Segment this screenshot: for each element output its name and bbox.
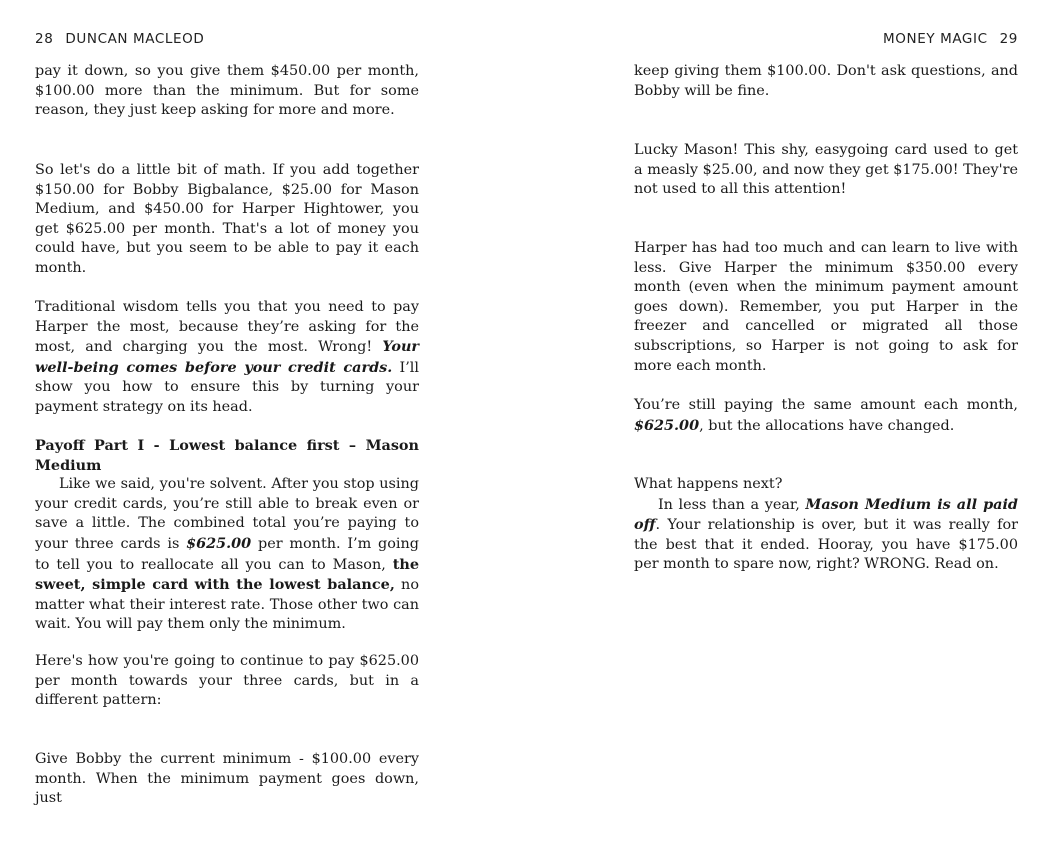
left-p3-emphasis: Your well-being comes before your credit cards. xyxy=(35,338,419,376)
right-p5-emphasis: Mason Medium is all paid off xyxy=(634,495,1018,534)
left-p4-text-middle: per month. I’m going to tell you to reallocate all you can to Mason, xyxy=(35,535,419,573)
left-p4-text-before: Like we said, you're solvent. After you stop using your credit cards, you’re still able to break even or save a little. The combined total you’re paying to your three cards is xyxy=(35,476,419,552)
right-p4-text-before: You’re still paying the same amount each month, xyxy=(634,397,1018,413)
left-page-number: 28 xyxy=(35,31,54,47)
left-p3-text-before: Traditional wisdom tells you that you need to pay Harper the most, because they’re asking for the most, and charging you the most. Wrong! xyxy=(35,299,419,356)
left-p4-bold-phrase: the sweet, simple card with the lowest balance, xyxy=(35,555,419,594)
right-p4-amount: $625.00 xyxy=(634,416,700,434)
right-paragraph-4 xyxy=(634,396,1018,436)
right-page-number: 29 xyxy=(999,31,1018,47)
right-paragraph-5 xyxy=(634,475,1018,575)
left-paragraph-4 xyxy=(35,436,419,635)
section-heading-payoff-part-1: Payoff Part I - Lowest balance first – Mason Medium xyxy=(35,437,419,474)
left-running-header xyxy=(35,31,204,47)
left-paragraph-6: Give Bobby the current minimum - $100.00 every month. When the minimum payment goes down, just xyxy=(35,751,419,807)
right-p5-heading: What happens next? xyxy=(634,476,783,492)
right-paragraph-2: Lucky Mason! This shy, easygoing card used to get a measly $25.00, and now they get $175.00! They're not used to all this attention! xyxy=(634,142,1018,198)
left-paragraph-1: pay it down, so you give them $450.00 per month, $100.00 more than the minimum. But for some reason, they just keep asking for more and more. xyxy=(35,63,419,119)
left-running-title: DUNCAN MACLEOD xyxy=(65,31,205,47)
left-paragraph-3 xyxy=(35,298,419,418)
left-p4-text-after: no matter what their interest rate. Those other two can wait. You will pay them only the minimum. xyxy=(35,577,419,633)
left-p4-amount: $625.00 xyxy=(186,534,252,552)
right-p4-text-after: , but the allocations have changed. xyxy=(699,417,955,434)
left-paragraph-5: Here's how you're going to continue to pay $625.00 per month towards your three cards, but in a different pattern: xyxy=(35,653,419,709)
right-p5-text-before: In less than a year, xyxy=(658,496,806,513)
right-paragraph-3: Harper has had too much and can learn to live with less. Give Harper the minimum $350.00 every month (even when the minimum payment amount goes down). Remember, you put Harper in the freezer and cancelled or migrated all those subscriptions, so Harper is not going to ask for more each month. xyxy=(634,240,1018,374)
right-paragraph-1: keep giving them $100.00. Don't ask questions, and Bobby will be fine. xyxy=(634,63,1018,99)
left-paragraph-2: So let's do a little bit of math. If you add together $150.00 for Bobby Bigbalance, $25.00 for Mason Medium, and $450.00 for Harper Hightower, you get $625.00 per month. That's a lot of money you could have, but you seem to be able to pay it each month. xyxy=(35,162,419,276)
right-p5-text-after: . Your relationship is over, but it was really for the best that it ended. Hooray, you have $175.00 per month to spare now, right? WRONG. Read on. xyxy=(634,517,1018,573)
right-running-header xyxy=(883,31,1018,47)
left-p3-text-after: I’ll show you how to ensure this by turning your payment strategy on its head. xyxy=(35,359,419,415)
right-running-title: MONEY MAGIC xyxy=(883,31,988,47)
